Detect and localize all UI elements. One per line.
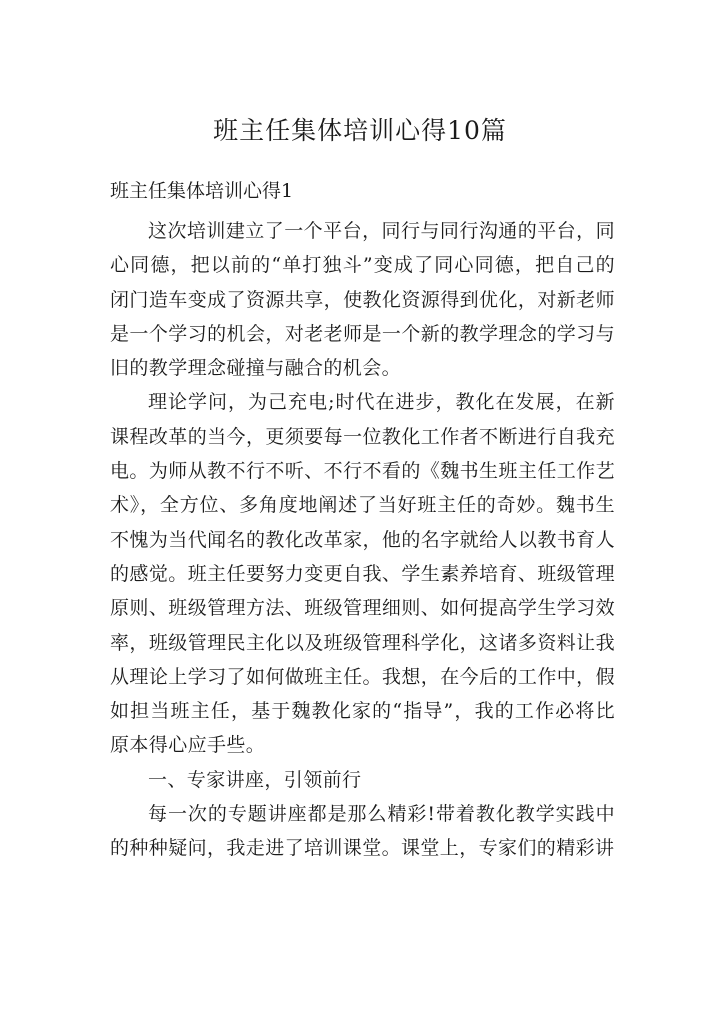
paragraph-3: 每一次的专题讲座都是那么精彩!带着教化教学实践中的种种疑问，我走进了培训课堂。课堂上，专家们的精彩讲 — [110, 803, 615, 860]
paragraph-1: 这次培训建立了一个平台，同行与同行沟通的平台，同心同德，把以前的“单打独斗”变成了同心同德，把自己的闭门造车变成了资源共享，使教化资源得到优化，对新老师是一个学习的机会，对老老师是一个新的教学理念的学习与旧的教学理念碰撞与融合的机会。 — [110, 220, 615, 380]
section-heading: 班主任集体培训心得1 — [110, 180, 294, 202]
document-title: 班主任集体培训心得10篇 — [213, 116, 507, 145]
document-body — [110, 214, 615, 866]
subheading-expert-lectures: 一、专家讲座，引领前行 — [148, 768, 362, 791]
paragraph-2: 理论学问，为己充电;时代在进步，教化在发展，在新课程改革的当今，更须要每一位教化工作者不断进行自我充电。为师从教不行不听、不行不看的《魏书生班主任工作艺术》，全方位、多角度地阐述了当好班主任的奇妙。魏书生不愧为当代闻名的教化改革家，他的名字就给人以教书育人的感觉。班主任要努力变更自我、学生素养培育、班级管理原则、班级管理方法、班级管理细则、如何提高学生学习效率，班级管理民主化以及班级管理科学化，这诸多资料让我从理论上学习了如何做班主任。我想，在今后的工作中，假如担当班主任，基于魏教化家的“指导”，我的工作必将比原本得心应手些。 — [110, 391, 615, 757]
